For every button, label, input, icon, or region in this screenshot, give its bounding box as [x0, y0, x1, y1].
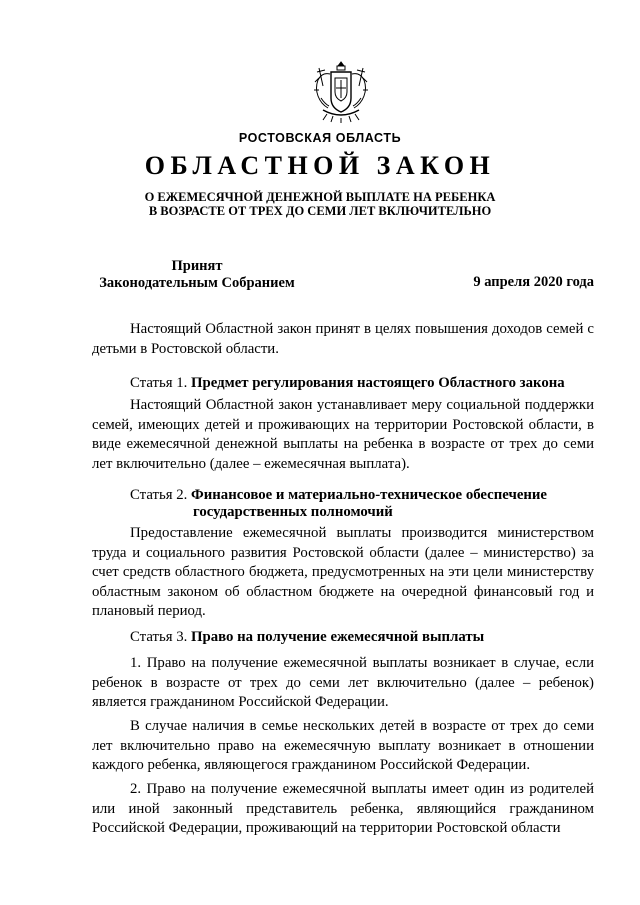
article-title: Финансовое и материально-техническое обеспечение — [191, 487, 548, 503]
region-name: РОСТОВСКАЯ ОБЛАСТЬ — [238, 131, 402, 145]
coat-of-arms-emblem — [309, 58, 373, 124]
adopted-body: Законодательным Собранием — [99, 275, 295, 291]
article-3-paragraph-2: В случае наличия в семье нескольких детей в возрасте от трех до семи лет включительно право на ежемесячную выплату возникает в отношении каждого ребенка, являющегося гражданином Российской Федерации. — [92, 718, 594, 774]
article-title-continuation: государственных полномочий — [193, 504, 393, 520]
article-2-text: Предоставление ежемесячной выплаты производится министерством труда и социального развития Ростовской области (далее – министерство) за счет средств областного бюджета, предусмотренных на эти цели министерству областным законом об областном бюджете на очередной финансовый год и плановый период. — [92, 525, 594, 620]
law-title-line: В ВОЗРАСТЕ ОТ ТРЕХ ДО СЕМИ ЛЕТ ВКЛЮЧИТЕЛЬНО — [148, 204, 492, 218]
article-label: Статья 2. — [130, 487, 188, 503]
article-3-heading — [130, 629, 600, 646]
article-3-paragraph-3: 2. Право на получение ежемесячной выплаты имеет один из родителей или иной законный представитель ребенка, являющийся гражданином Российской Федерации, проживающий на территории Ростовской области — [92, 781, 594, 837]
adopted-by — [87, 258, 307, 292]
law-title — [0, 190, 640, 218]
adopted-date: 9 апреля 2020 года — [473, 274, 594, 290]
article-2-heading — [130, 487, 600, 521]
law-title-line: О ЕЖЕМЕСЯЧНОЙ ДЕНЕЖНОЙ ВЫПЛАТЕ НА РЕБЕНКА — [144, 190, 496, 204]
article-label: Статья 1. — [130, 375, 188, 391]
article-title: Право на получение ежемесячной выплаты — [191, 629, 485, 645]
article-1-text: Настоящий Областной закон устанавливает меру социальной поддержки семей, имеющих детей и проживающих на территории Ростовской области, в виде ежемесячной денежной выплаты на ребенка в возрасте от трех до семи лет включительно (далее – ежемесячная выплата). — [92, 397, 594, 472]
document-type: ОБЛАСТНОЙ ЗАКОН — [144, 151, 496, 180]
article-label: Статья 3. — [130, 629, 188, 645]
adopted-label: Принят — [171, 258, 223, 274]
intro-paragraph: Настоящий Областной закон принят в целях повышения доходов семей с детьми в Ростовской области. — [92, 321, 594, 357]
article-title: Предмет регулирования настоящего Областного закона — [191, 375, 565, 391]
article-3-paragraph-1: 1. Право на получение ежемесячной выплаты возникает в случае, если ребенок в возрасте от трех до семи лет включительно (далее – ребенок) является гражданином Российской Федерации. — [92, 655, 594, 711]
article-1-heading — [130, 375, 600, 392]
